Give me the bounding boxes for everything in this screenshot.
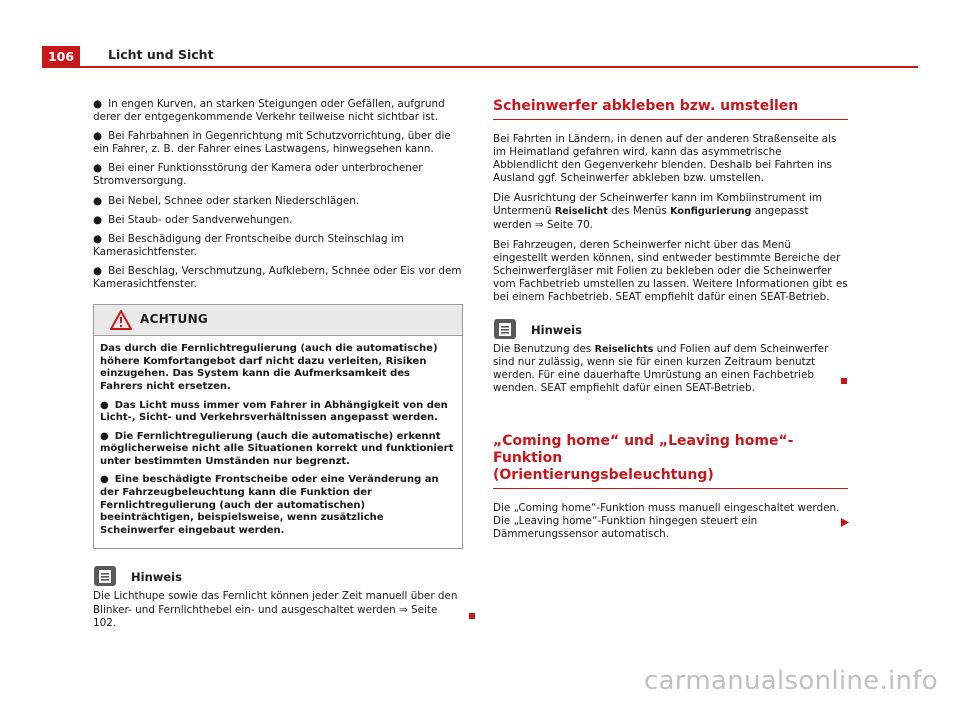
bullet-icon: ●	[93, 130, 103, 143]
info-icon	[93, 565, 117, 587]
paragraph: Bei Fahrzeugen, deren Scheinwerfer nicht über das Menü eingestellt werden können, sind entweder bestimmte Bereiche der Scheinwerfergläser mit Folien zu bekleben oder die Scheinwerfer vom Fachbetrieb umstellen zu lassen. Weitere Informationen gibt es bei einem Fachbetrieb. SEAT empfiehlt dafür einen SEAT-Betrieb.	[493, 238, 848, 304]
menu-keyword: Konfigurierung	[670, 206, 752, 218]
list-item: ● Die Fernlichtregulierung (auch die automatische) erkennt möglicherweise nicht alle Situationen korrekt und funktioniert unter bestimmten Umständen nur begrenzt.	[100, 430, 454, 467]
menu-keyword: Reiselicht	[554, 206, 608, 218]
list-item: ● Bei Staub- oder Sandverwehungen.	[93, 213, 293, 226]
right-column	[493, 98, 848, 548]
bullet-icon: ●	[93, 98, 103, 110]
section-title: Scheinwerfer abkleben bzw. umstellen	[493, 98, 848, 120]
note-left	[93, 565, 463, 629]
note-header	[93, 565, 463, 587]
list-item: ● Eine beschädigte Frontscheibe oder eine Veränderung an der Fahrzeugbeleuchtung kann die Funktion der Fernlichtregulierung (auch der automatischen) beeinträchtigen, beispielsweise, wenn zusätzliche Scheinwerfer eingebaut werden.	[100, 474, 439, 536]
list-item: ● In engen Kurven, an starken Steigungen oder Gefällen, aufgrund derer der entgegenkommende Verkehr teilweise nicht sichtbar ist.	[93, 98, 445, 124]
warning-box	[93, 304, 463, 549]
bullet-icon: ●	[100, 399, 109, 411]
warning-body	[94, 336, 462, 548]
list-item: ● Bei Beschädigung der Frontscheibe durch Steinschlag im Kamerasichtfenster.	[93, 232, 404, 258]
chapter-title: Licht und Sicht	[108, 47, 214, 62]
info-icon	[493, 318, 517, 340]
list-item: ● Bei Fahrbahnen in Gegenrichtung mit Schutzvorrichtung, über die ein Fahrer, z. B. der Fahrer eines Lastwagens, hinwegsehen kann.	[93, 130, 451, 156]
bullet-icon: ●	[100, 430, 109, 442]
bullet-icon: ●	[93, 194, 103, 207]
note-title: Hinweis	[531, 323, 582, 338]
warning-title: ACHTUNG	[140, 312, 209, 327]
section-body	[493, 502, 848, 541]
warning-header	[94, 305, 462, 336]
paragraph: Die „Coming home“-Funktion muss manuell eingeschaltet werden. Die „Leaving home“-Funktion hingegen steuert ein Dämmerungssensor automatisch.	[493, 501, 840, 540]
paragraph: Bei Fahrten in Ländern, in denen auf der anderen Straßenseite als im Heimatland gefahren wird, kann das asymmetrische Abblendlicht den Gegenverkehr blenden. Deshalb bei Fahrten ins Ausland ggf. Scheinwerfer abkleben bzw. umstellen.	[493, 133, 837, 185]
bullet-icon: ●	[93, 213, 103, 226]
page-number: 106	[42, 46, 80, 67]
left-column	[93, 98, 463, 637]
menu-keyword: Reiselichts	[594, 344, 654, 356]
bullet-icon: ●	[93, 264, 103, 277]
header-rule	[42, 66, 918, 68]
list-item: ● Bei Beschlag, Verschmutzung, Aufklebern, Schnee oder Eis vor dem Kamerasichtfenster.	[93, 264, 462, 291]
warning-intro: Das durch die Fernlichtregulierung (auch die automatische) höhere Komfortangebot darf nicht dazu verleiten, Risiken einzugehen. Das System kann die Aufmerksamkeit des Fahrers nicht ersetzen.	[100, 343, 438, 392]
section-title: „Coming home“ und „Leaving home“-Funktion (Orientierungsbeleuchtung)	[493, 433, 848, 489]
paragraph: Die Ausrichtung der Scheinwerfer kann im Kombiinstrument im Untermenü Reiselicht des Menüs Konfigurierung angepasst werden ⇒ Seite 70.	[493, 192, 822, 231]
bullet-icon: ●	[93, 232, 103, 245]
list-item: ● Bei Nebel, Schnee oder starken Niederschlägen.	[93, 194, 360, 207]
list-item: ● Das Licht muss immer vom Fahrer in Abhängigkeit von den Licht-, Sicht- und Verkehrsverhältnissen angepasst werden.	[100, 399, 448, 424]
note-right	[493, 318, 848, 395]
note-text: Die Benutzung des Reiselichts und Folien auf dem Scheinwerfer sind nur zulässig, wenn sie für einen kurzen Zeitraum benutzt werden. Für eine dauerhafte Umrüstung an einen Fachbetrieb wenden. SEAT empfiehlt dafür einen SEAT-Betrieb.	[493, 343, 829, 395]
section-end-icon	[469, 613, 475, 619]
bullet-icon: ●	[100, 474, 109, 486]
note-header	[493, 318, 848, 340]
warning-triangle-icon	[110, 310, 132, 330]
section-end-icon	[841, 378, 847, 384]
continue-arrow-icon	[841, 518, 849, 527]
list-item: ● Bei einer Funktionsstörung der Kamera oder unterbrochener Stromversorgung.	[93, 162, 423, 188]
watermark: carmanualsonline.info	[643, 666, 938, 696]
note-title: Hinweis	[131, 570, 182, 585]
page-header	[0, 0, 960, 70]
note-text: Die Lichthupe sowie das Fernlicht können jeder Zeit manuell über den Blinker- und Fernlichthebel ein- und ausgeschaltet werden ⇒ Seite 102.	[93, 590, 458, 629]
bullet-icon: ●	[93, 162, 103, 175]
